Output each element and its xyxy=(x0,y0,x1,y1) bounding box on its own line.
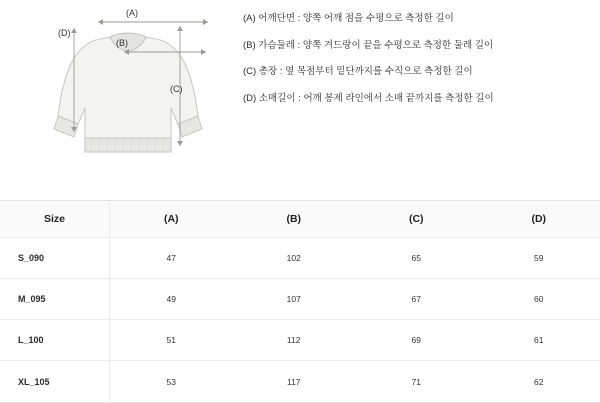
cell-d: 60 xyxy=(478,279,600,319)
cell-b: 117 xyxy=(233,361,356,402)
legend-item-a: (A) 어깨단면 : 양쪽 어깨 점을 수평으로 측정한 길이 xyxy=(243,12,593,25)
header-d: (D) xyxy=(478,201,600,237)
cell-a: 51 xyxy=(110,320,233,360)
diagram-label-b: (B) xyxy=(116,38,128,48)
table-row xyxy=(0,361,600,402)
table-row xyxy=(0,279,600,320)
cell-d: 62 xyxy=(478,361,600,402)
cell-d: 61 xyxy=(478,320,600,360)
cell-a: 53 xyxy=(110,361,233,402)
cell-c: 67 xyxy=(355,279,478,319)
table-header-row xyxy=(0,201,600,238)
diagram-label-a: (A) xyxy=(126,8,138,18)
cell-size: XL_105 xyxy=(0,361,110,402)
legend-item-d: (D) 소매길이 : 어깨 봉제 라인에서 소매 끝까지를 측정한 길이 xyxy=(243,92,593,105)
cell-d: 59 xyxy=(478,238,600,278)
cell-a: 49 xyxy=(110,279,233,319)
cell-b: 107 xyxy=(233,279,356,319)
legend-item-b: (B) 가슴둘레 : 양쪽 겨드랑이 끝을 수평으로 측정한 둘레 길이 xyxy=(243,39,593,52)
cell-b: 112 xyxy=(233,320,356,360)
diagram-label-d: (D) xyxy=(58,28,71,38)
header-size: Size xyxy=(0,201,110,237)
size-guide-top xyxy=(0,0,600,196)
table-row xyxy=(0,238,600,279)
header-b: (B) xyxy=(233,201,356,237)
cell-c: 69 xyxy=(355,320,478,360)
cell-size: M_095 xyxy=(0,279,110,319)
table-row xyxy=(0,320,600,361)
cell-b: 102 xyxy=(233,238,356,278)
header-a: (A) xyxy=(110,201,233,237)
cell-a: 47 xyxy=(110,238,233,278)
header-c: (C) xyxy=(355,201,478,237)
cell-c: 71 xyxy=(355,361,478,402)
measurement-legend xyxy=(243,12,593,118)
cell-size: S_090 xyxy=(0,238,110,278)
legend-item-c: (C) 총장 : 옆 목점부터 밑단까지를 수직으로 측정한 길이 xyxy=(243,65,593,78)
cell-c: 65 xyxy=(355,238,478,278)
diagram-label-c: (C) xyxy=(170,84,183,94)
cell-size: L_100 xyxy=(0,320,110,360)
garment-diagram xyxy=(28,4,228,192)
size-table xyxy=(0,200,600,403)
